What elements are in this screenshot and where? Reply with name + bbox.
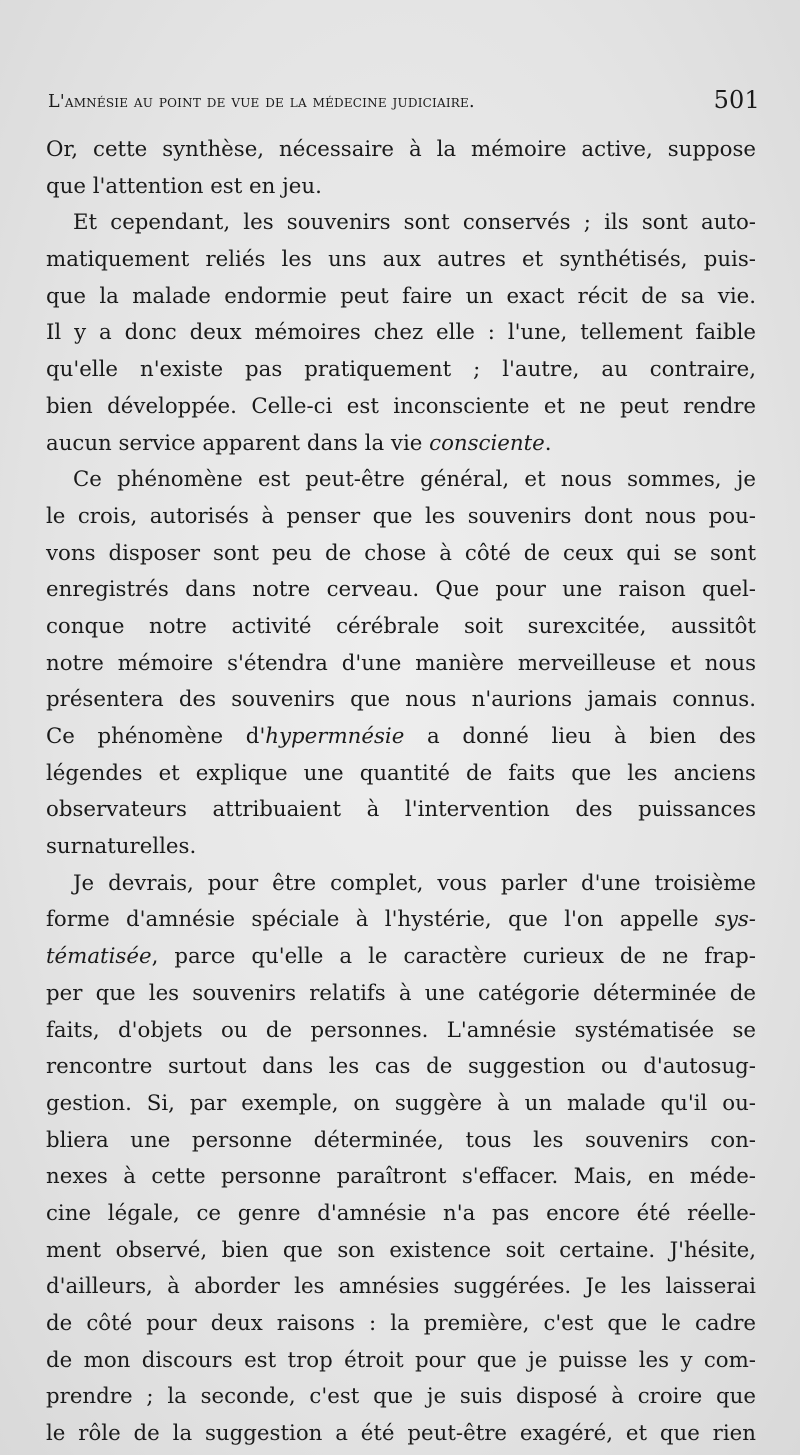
text-line: surnaturelles. [46, 834, 197, 860]
text-line [46, 426, 756, 463]
text-line: le crois, autorisés à penser que les souvenirs dont nous pou- [46, 503, 756, 529]
text-line: Or, cette synthèse, nécessaire à la mémoire active, suppose [46, 137, 756, 162]
text-line: le rôle de la suggestion a été peut-être exagéré, et que rien [46, 1421, 756, 1447]
text-line: rencontre surtout dans les cas de suggestion ou d'autosug- [46, 1054, 756, 1080]
text-run: aucun service apparent dans la vie [46, 430, 430, 456]
text-line: bliera une personne déterminée, tous les souvenirs con- [46, 1127, 756, 1153]
text-line: que l'attention est en jeu. [46, 173, 322, 199]
text-line: notre mémoire s'étendra d'une manière merveilleuse et nous [46, 650, 756, 676]
text-run: a donné lieu à bien des [404, 724, 756, 749]
page-number: 501 [713, 86, 760, 114]
text-line [46, 719, 756, 756]
text-line: Et cependant, les souvenirs sont conservés ; ils sont auto- [73, 210, 756, 236]
text-line: bien développée. Celle-ci est inconsciente et ne peut rendre [46, 393, 756, 419]
text-line: Ce phénomène est peut-être général, et nous sommes, je [73, 467, 756, 493]
text-line: gestion. Si, par exemple, on suggère à un malade qu'il ou- [46, 1090, 756, 1116]
text-line: prendre ; la seconde, c'est que je suis disposé à croire que [46, 1384, 756, 1410]
text-line: présentera des souvenirs que nous n'aurions jamais connus. [46, 687, 756, 713]
text-line: cine légale, ce genre d'amnésie n'a pas encore été réelle- [46, 1200, 756, 1226]
text-line: qu'elle n'existe pas pratiquement ; l'autre, au contraire, [46, 357, 756, 383]
text-line: vons disposer sont peu de chose à côté de ceux qui se sont [46, 540, 756, 566]
text-line: conque notre activité cérébrale soit surexcitée, aussitôt [46, 613, 756, 639]
text-line: que la malade endormie peut faire un exact récit de sa vie. [46, 283, 756, 309]
italic-term: sys- [714, 907, 756, 933]
text-line: per que les souvenirs relatifs à une catégorie déterminée de [46, 980, 756, 1006]
text-line: légendes et explique une quantité de faits que les anciens [46, 760, 756, 786]
italic-term: hypermnésie [265, 724, 405, 749]
text-line: observateurs attribuaient à l'intervention des puissances [46, 797, 756, 823]
text-run: forme d'amnésie spéciale à l'hystérie, que l'on appelle [46, 907, 715, 933]
italic-term: tématisée [46, 944, 152, 970]
text-run: . [544, 430, 552, 456]
text-line: nexes à cette personne paraîtront s'effacer. Mais, en méde- [46, 1164, 756, 1190]
text-line: ment observé, bien que son existence soit certaine. J'hésite, [46, 1237, 756, 1263]
running-head-title: L'amnésie au point de vue de la médecine judiciaire. [48, 92, 475, 112]
text-run: Ce phénomène d' [46, 724, 266, 749]
text-line: de côté pour deux raisons : la première, c'est que le cadre [46, 1311, 756, 1336]
text-line [46, 939, 756, 976]
body-text [46, 132, 756, 1453]
text-line: enregistrés dans notre cerveau. Que pour une raison quel- [46, 577, 756, 603]
text-line: faits, d'objets ou de personnes. L'amnésie systématisée se [46, 1017, 756, 1043]
running-head [48, 86, 760, 116]
text-line: matiquement reliés les uns aux autres et synthétisés, puis- [46, 247, 756, 273]
text-line: de mon discours est trop étroit pour que je puisse les y com- [46, 1347, 756, 1373]
text-line [46, 902, 756, 939]
text-run: , parce qu'elle a le caractère curieux de ne frap- [151, 944, 756, 970]
italic-term: consciente [429, 430, 545, 456]
text-line: Il y a donc deux mémoires chez elle : l'une, tellement faible [46, 320, 756, 346]
text-line: d'ailleurs, à aborder les amnésies suggérées. Je les laisserai [46, 1274, 756, 1300]
text-line: Je devrais, pour être complet, vous parler d'une troisième [73, 870, 756, 896]
